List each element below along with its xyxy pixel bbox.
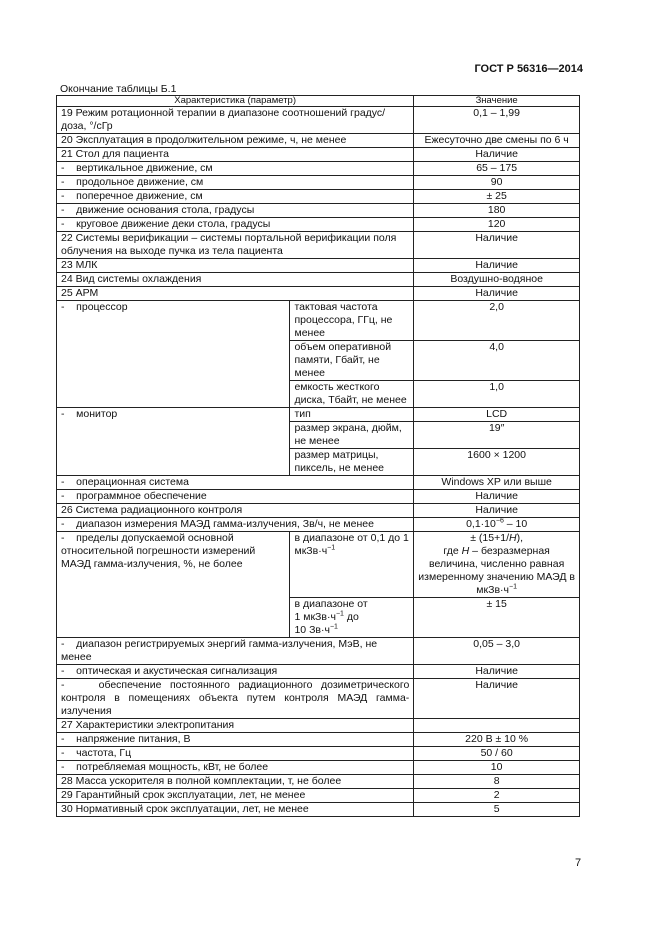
param-cell [57,476,414,490]
table-row [57,733,580,747]
value-cell: 5 [414,803,580,817]
range-cell [290,598,414,638]
value-cell: 2 [414,789,580,803]
table-row [57,518,580,532]
value-cell [414,518,580,532]
subparam-cell: объем оперативной памяти, Гбайт, не менее [290,341,414,381]
param-text: оптическая и акустическая сигнализация [76,665,278,677]
value-cell: Наличие [414,504,580,518]
param-text: операционная система [76,476,189,488]
table-row [57,259,580,273]
table-row [57,719,580,733]
table-row [57,789,580,803]
value-cell: Наличие [414,148,580,162]
subparam-cell: тактовая частота процессора, ГГц, не менее [290,301,414,341]
value-cell: 50 / 60 [414,747,580,761]
dash: - [61,518,65,530]
dash: - [61,204,65,216]
table-row [57,162,580,176]
param-cell [57,301,290,408]
param-cell [57,190,414,204]
param-cell: 20 Эксплуатация в продолжительном режиме, ч, не менее [57,134,414,148]
dash: - [61,761,65,773]
header-value: Значение [414,96,580,107]
range-cell [290,532,414,598]
dash: - [61,490,65,502]
value-cell: Ежесуточно две смены по 6 ч [414,134,580,148]
value-cell: Наличие [414,665,580,679]
table-row [57,176,580,190]
param-text: круговое движение деки стола, градусы [76,218,271,230]
exponent: −1 [335,610,344,618]
table-row [57,679,580,719]
param-text: продольное движение, см [76,176,204,188]
table-row [57,107,580,134]
table-row [57,218,580,232]
range-text: в диапазоне от 0,1 до 1 мкЗв·ч [294,532,409,557]
value-cell: ± 15 [414,598,580,638]
range-text: в диапазоне от [294,598,368,610]
subparam-cell: размер матрицы, пиксель, не менее [290,449,414,476]
range-text: до [343,611,359,623]
dash: - [61,747,65,759]
param-cell: 23 МЛК [57,259,414,273]
subparam-cell: размер экрана, дюйм, не менее [290,422,414,449]
table-row [57,638,580,665]
dash: - [61,638,65,650]
value-cell [414,719,580,733]
table-row [57,532,580,598]
value-cell: Наличие [414,259,580,273]
value-cell: Наличие [414,287,580,301]
page-number: 7 [575,857,582,869]
value-cell: 8 [414,775,580,789]
exponent: −6 [495,517,504,525]
value-part: – 10 [503,518,528,530]
table-row [57,301,580,341]
range-text: 10 Зв·ч [294,624,330,636]
dash: - [61,665,65,677]
param-cell [57,218,414,232]
param-cell: 27 Характеристики электропитания [57,719,414,733]
exponent: −1 [509,583,517,591]
param-cell [57,679,414,719]
param-cell: 24 Вид системы охлаждения [57,273,414,287]
param-cell [57,733,414,747]
param-text: монитор [76,408,118,420]
value-cell: 65 – 175 [414,162,580,176]
table-row [57,665,580,679]
value-cell: 10 [414,761,580,775]
value-cell: Наличие [414,679,580,719]
value-cell: 1600 × 1200 [414,449,580,476]
table-row [57,232,580,259]
variable-h: H [461,545,470,557]
value-cell: 180 [414,204,580,218]
value-cell: Воздушно-водяное [414,273,580,287]
subparam-cell: емкость жесткого диска, Тбайт, не менее [290,381,414,408]
value-cell: 2,0 [414,301,580,341]
value-cell: 4,0 [414,341,580,381]
table-caption: Окончание таблицы Б.1 [60,83,177,95]
param-cell: 26 Система радиационного контроля [57,504,414,518]
param-text: обеспечение постоянного радиационного дозиметрического контроля в помещениях объекта путем контроля МАЭД гамма-излучения [61,679,410,717]
param-text: диапазон измерения МАЭД гамма-излучения, Зв/ч, не менее [76,518,374,530]
table-header-row [57,96,580,107]
value-cell: Наличие [414,490,580,504]
param-text: частота, Гц [76,747,132,759]
param-cell [57,532,290,638]
param-text: программное обеспечение [76,490,207,502]
dash: - [61,679,65,691]
value-cell: LCD [414,408,580,422]
value-part: ± (15+1/ [470,532,509,544]
value-cell: 220 В ± 10 % [414,733,580,747]
value-cell [414,532,580,598]
param-cell: 19 Режим ротационной терапии в диапазоне соотношений градус/доза, °/сГр [57,107,414,134]
value-cell: 0,1 – 1,99 [414,107,580,134]
value-cell: 120 [414,218,580,232]
param-cell: 28 Масса ускорителя в полной комплектации, т, не более [57,775,414,789]
dash: - [61,532,65,544]
table-row [57,490,580,504]
standard-designation: ГОСТ Р 56316—2014 [474,63,583,75]
value-part: где [443,545,462,557]
table-row [57,476,580,490]
header-param: Характеристика (параметр) [57,96,414,107]
param-cell [57,638,414,665]
table-row [57,190,580,204]
param-cell [57,490,414,504]
param-cell: 21 Стол для пациента [57,148,414,162]
param-text: процессор [76,301,128,313]
dash: - [61,190,65,202]
value-cell: 90 [414,176,580,190]
table-row [57,504,580,518]
param-cell: 25 АРМ [57,287,414,301]
param-cell [57,665,414,679]
table-row [57,775,580,789]
param-text: движение основания стола, градусы [76,204,255,216]
param-text: напряжение питания, В [76,733,191,745]
param-text: диапазон регистрируемых энергий гамма-излучения, МэВ, не менее [61,638,378,663]
value-part: 0,1·10 [466,518,496,530]
param-text: вертикальное движение, см [76,162,213,174]
param-cell [57,747,414,761]
table-row [57,761,580,775]
dash: - [61,176,65,188]
table-row [57,803,580,817]
table-row [57,273,580,287]
value-part: ), [516,532,524,544]
table-row [57,747,580,761]
param-cell: 22 Системы верификации – системы портальной верификации поля облучения на выходе пучка из тела пациента [57,232,414,259]
value-cell: ± 25 [414,190,580,204]
param-text: потребляемая мощность, кВт, не более [76,761,269,773]
value-cell: 1,0 [414,381,580,408]
param-text: пределы допускаемой основной относительной погрешности измерений МАЭД гамма-излучения, %, не более [61,532,256,570]
param-cell [57,408,290,476]
subparam-cell: тип [290,408,414,422]
param-cell [57,204,414,218]
dash: - [61,408,65,420]
param-cell: 30 Нормативный срок эксплуатации, лет, не менее [57,803,414,817]
dash: - [61,162,65,174]
exponent: −1 [329,623,338,631]
table-row [57,134,580,148]
exponent: −1 [327,544,336,552]
range-text: 1 мкЗв·ч [294,611,336,623]
param-text: поперечное движение, см [76,190,203,202]
value-cell: 19″ [414,422,580,449]
param-cell [57,518,414,532]
param-cell [57,162,414,176]
spec-table [56,95,580,817]
dash: - [61,733,65,745]
table-row [57,204,580,218]
value-cell: Наличие [414,232,580,259]
table-row [57,287,580,301]
table-row [57,148,580,162]
dash: - [61,476,65,488]
dash: - [61,301,65,313]
dash: - [61,218,65,230]
table-row [57,408,580,422]
variable-h: H [509,532,517,544]
param-cell: 29 Гарантийный срок эксплуатации, лет, не менее [57,789,414,803]
value-part: – безразмерная величина, численно равная измеренному значению МАЭД в мкЗв·ч [418,545,575,596]
param-cell [57,761,414,775]
value-cell: 0,05 – 3,0 [414,638,580,665]
param-cell [57,176,414,190]
value-cell: Windows XP или выше [414,476,580,490]
